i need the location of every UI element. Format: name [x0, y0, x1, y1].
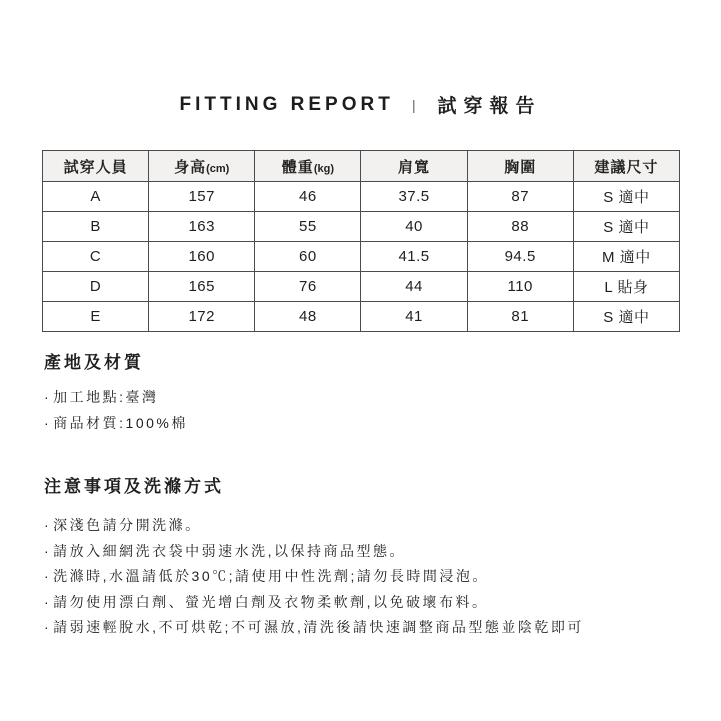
- list-item: [44, 590, 584, 616]
- list-item-text: 請放入細網洗衣袋中弱速水洗,以保持商品型態。: [53, 542, 407, 559]
- table-cell-size: S 適中: [573, 182, 679, 212]
- section-heading: 注意事項及洗滌方式: [44, 477, 224, 496]
- table-cell-size: M 適中: [573, 242, 679, 272]
- bullet-dot: ·: [44, 542, 52, 559]
- table-cell-height: 172: [149, 302, 255, 332]
- table-cell-fitter: B: [43, 212, 149, 242]
- list-item-text: 洗滌時,水溫請低於30℃;請使用中性洗劑;請勿長時間浸泡。: [53, 568, 489, 584]
- column-header-label: 體重: [281, 158, 314, 176]
- table-cell-shoulder: 37.5: [361, 182, 467, 212]
- section-care-instructions: [44, 476, 584, 641]
- list-item-text: 請弱速輕脫水,不可烘乾;不可濕放,清洗後請快速調整商品型態並陰乾即可: [53, 619, 584, 635]
- table-cell-weight: 48: [255, 302, 361, 332]
- column-header-size: [573, 151, 679, 182]
- fitting-report-table: [42, 150, 680, 332]
- bullet-dot: ·: [44, 593, 52, 610]
- list-item-text: 深淺色請分開洗滌。: [53, 517, 202, 533]
- section-heading: 產地及材質: [44, 353, 144, 372]
- table-header-row: [43, 151, 680, 182]
- table-row: [43, 302, 680, 332]
- column-header-label: 身高: [174, 158, 207, 176]
- table-cell-shoulder: 41: [361, 302, 467, 332]
- column-header-label: 建議尺寸: [594, 158, 659, 176]
- list-item: [44, 385, 188, 411]
- list-item-text: 加工地點:臺灣: [53, 389, 159, 405]
- column-header-unit: (cm): [206, 162, 230, 175]
- table-cell-fitter: D: [43, 272, 149, 302]
- table-cell-fitter: A: [43, 182, 149, 212]
- page-title: [0, 91, 721, 118]
- table-cell-weight: 46: [255, 182, 361, 212]
- table-cell-shoulder: 44: [361, 272, 467, 302]
- table-cell-fitter: C: [43, 242, 149, 272]
- page-title-english: FITTING REPORT: [179, 93, 394, 115]
- bullet-dot: ·: [44, 619, 52, 635]
- table-cell-chest: 88: [467, 212, 573, 242]
- table-cell-size: S 適中: [573, 212, 679, 242]
- list-item: [44, 411, 188, 437]
- table-cell-height: 160: [149, 242, 255, 272]
- table-row: [43, 272, 680, 302]
- table-cell-height: 157: [149, 182, 255, 212]
- table-cell-height: 165: [149, 272, 255, 302]
- table-cell-shoulder: 41.5: [361, 242, 467, 272]
- column-header-chest: [467, 151, 573, 182]
- list-item: [44, 513, 584, 539]
- bullet-dot: ·: [44, 568, 52, 584]
- column-header-height: [149, 151, 255, 182]
- column-header-label: 胸圍: [504, 158, 537, 176]
- list-item-text: 請勿使用漂白劑、螢光增白劑及衣物柔軟劑,以免破壞布料。: [53, 593, 489, 610]
- column-header-label: 肩寬: [398, 158, 431, 176]
- table-cell-chest: 94.5: [467, 242, 573, 272]
- table-cell-chest: 110: [467, 272, 573, 302]
- bullet-dot: ·: [44, 389, 52, 405]
- table-row: [43, 212, 680, 242]
- table-cell-size: L 貼身: [573, 272, 679, 302]
- list-item: [44, 615, 584, 641]
- list-item: [44, 564, 584, 590]
- column-header-fitter: [43, 151, 149, 182]
- table-cell-shoulder: 40: [361, 212, 467, 242]
- table-cell-height: 163: [149, 212, 255, 242]
- table-cell-weight: 60: [255, 242, 361, 272]
- table-row: [43, 242, 680, 272]
- list-item-text: 商品材質:100%棉: [53, 414, 188, 431]
- table-cell-weight: 55: [255, 212, 361, 242]
- column-header-shoulder: [361, 151, 467, 182]
- list-item: [44, 539, 584, 565]
- bullet-dot: ·: [44, 517, 52, 533]
- section-origin-material: [44, 352, 188, 436]
- title-divider: |: [412, 96, 416, 113]
- column-header-label: 試穿人員: [63, 158, 128, 176]
- table-cell-size: S 適中: [573, 302, 679, 332]
- table-cell-chest: 87: [467, 182, 573, 212]
- bullet-dot: ·: [44, 414, 52, 431]
- page-title-chinese: 試穿報告: [437, 96, 542, 117]
- table-cell-chest: 81: [467, 302, 573, 332]
- table-cell-fitter: E: [43, 302, 149, 332]
- table-row: [43, 182, 680, 212]
- column-header-unit: (kg): [313, 162, 334, 175]
- column-header-weight: [255, 151, 361, 182]
- table-cell-weight: 76: [255, 272, 361, 302]
